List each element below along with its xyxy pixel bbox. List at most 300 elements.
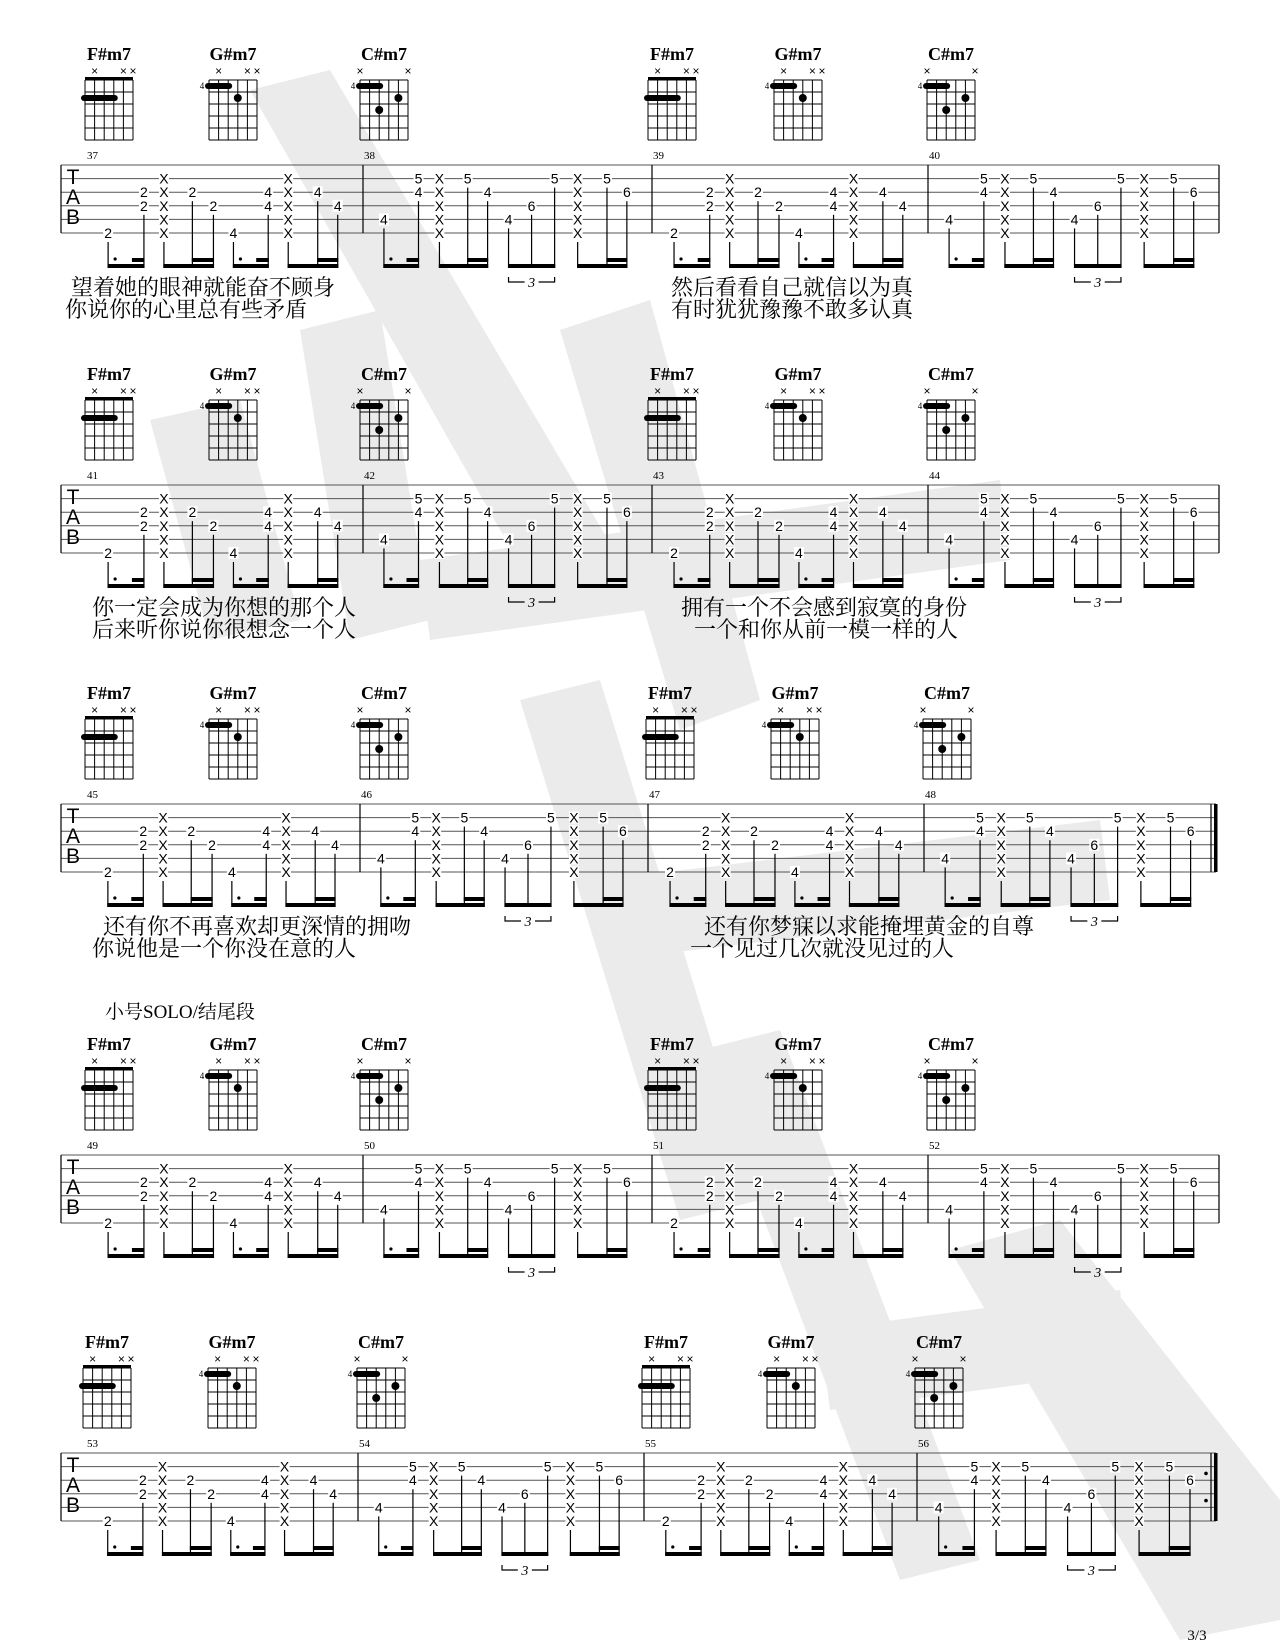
fret-number: X: [158, 823, 168, 840]
fret-number: X: [1139, 545, 1149, 561]
secondary-beam: [192, 578, 214, 582]
fret-number: X: [434, 1201, 445, 1218]
fret-number: 5: [1169, 490, 1178, 507]
measure-number: 45: [87, 789, 98, 801]
fret-number: 5: [543, 1458, 552, 1475]
chord-finger-dot: [957, 733, 965, 741]
chord-finger-dot: [391, 1382, 399, 1390]
fret-number: 5: [550, 490, 559, 507]
secondary-beam: [606, 578, 627, 582]
fret-number: 4: [414, 1174, 423, 1191]
beam: [1004, 584, 1054, 588]
fret-number: X: [848, 211, 859, 228]
fret-number: 4: [313, 1174, 322, 1191]
chord-finger-dot: [234, 414, 242, 422]
muted-string-icon: ×: [923, 64, 931, 78]
triplet-label: 3: [528, 276, 536, 291]
chord-diagram: [918, 364, 979, 460]
fret-number: X: [159, 1215, 169, 1231]
fret-number: X: [720, 850, 731, 867]
fret-number: 2: [754, 184, 762, 201]
muted-string-icon: ×: [356, 703, 364, 717]
fret-number: X: [996, 809, 1006, 826]
fret-number: 2: [666, 864, 674, 880]
secondary-beam: [254, 897, 267, 901]
beam: [162, 1552, 212, 1556]
dot: [795, 1545, 798, 1548]
secondary-beam: [753, 897, 775, 901]
fret-number: 4: [825, 836, 834, 853]
fret-number: X: [1000, 517, 1010, 534]
muted-string-icon: ×: [805, 703, 813, 717]
secondary-beam: [822, 578, 835, 582]
chord-name: C#m7: [361, 364, 407, 384]
beam: [383, 264, 419, 268]
fret-number: X: [724, 1215, 735, 1231]
muted-string-icon: ×: [253, 703, 261, 717]
fret-number: 4: [941, 850, 950, 867]
fret-number: 5: [411, 809, 420, 826]
fret-number: 2: [187, 823, 196, 840]
fret-number: 5: [599, 809, 608, 826]
fret-number: 4: [829, 1174, 838, 1191]
fret-number: X: [848, 1174, 859, 1191]
secondary-beam: [882, 578, 903, 582]
fret-number: 2: [209, 1187, 218, 1204]
fret-number: 2: [775, 1187, 783, 1204]
dot: [113, 1545, 116, 1548]
measure: [653, 150, 908, 268]
beam: [729, 584, 780, 588]
fret-number: X: [565, 1458, 576, 1475]
fret-number: X: [1000, 211, 1010, 228]
fret-number: X: [724, 517, 735, 534]
chord-diagram: [918, 1034, 979, 1130]
fret-number: 6: [1189, 184, 1198, 201]
page-number: 3/3: [1187, 1628, 1207, 1644]
beam: [853, 584, 904, 588]
muted-string-icon: ×: [773, 1352, 781, 1366]
fret-number: X: [724, 490, 735, 507]
fret-number: X: [283, 170, 293, 187]
fret-number: 2: [140, 1187, 148, 1204]
measure-number: 50: [364, 1140, 375, 1152]
fret-number: 4: [264, 517, 273, 534]
muted-string-icon: ×: [253, 1054, 261, 1068]
fret-number: X: [1000, 1215, 1010, 1231]
fret-number: X: [572, 211, 583, 228]
fret-number: 4: [878, 1174, 887, 1191]
fret-number: 4: [1049, 504, 1058, 521]
fret-number: 4: [329, 1485, 338, 1502]
fret-number: 6: [524, 836, 532, 853]
secondary-beam: [606, 1248, 627, 1252]
beam: [108, 584, 145, 588]
fret-number: X: [844, 823, 855, 840]
muted-string-icon: ×: [91, 1054, 99, 1068]
muted-string-icon: ×: [780, 384, 788, 398]
beam: [573, 903, 623, 907]
chord-name: C#m7: [358, 1332, 404, 1352]
secondary-beam: [256, 578, 269, 582]
secondary-beam: [253, 1546, 266, 1550]
triplet-label: 3: [1094, 1266, 1102, 1281]
fret-number: X: [283, 184, 293, 201]
muted-string-icon: ×: [911, 1352, 919, 1366]
fret-number: X: [1139, 184, 1149, 201]
measure: [359, 1438, 624, 1579]
measure-number: 41: [87, 470, 98, 482]
fret-number: X: [724, 1187, 735, 1204]
fret-number: X: [848, 197, 859, 214]
measure-number: 48: [925, 789, 936, 801]
chord-finger-dot: [961, 1084, 969, 1092]
fret-number: X: [724, 170, 735, 187]
beam: [853, 1254, 904, 1258]
beam: [1074, 584, 1122, 588]
tab-clef-letter: T: [66, 166, 80, 189]
beam: [1144, 1254, 1195, 1258]
muted-string-icon: ×: [971, 1054, 979, 1068]
fret-number: X: [281, 864, 291, 880]
measure-number: 44: [929, 470, 940, 482]
fret-number: X: [724, 504, 735, 521]
secondary-beam: [1173, 258, 1194, 262]
fret-number: X: [1139, 490, 1149, 507]
repeat-dot: [1204, 1499, 1208, 1503]
fret-number: X: [158, 850, 168, 867]
secondary-beam: [406, 1248, 419, 1252]
triplet-label: 3: [524, 915, 532, 930]
beam: [843, 1552, 893, 1556]
chord-name: F#m7: [87, 1034, 131, 1054]
chord-name: F#m7: [87, 683, 131, 703]
secondary-beam: [757, 258, 779, 262]
fret-number: 2: [208, 836, 216, 853]
secondary-beam: [1033, 578, 1054, 582]
secondary-beam: [132, 578, 145, 582]
fret-number: X: [572, 184, 583, 201]
secondary-beam: [131, 897, 144, 901]
lyric-line: 你一定会成为你想的那个人: [92, 595, 357, 620]
measure-number: 53: [87, 1438, 98, 1450]
fret-number: 2: [705, 1187, 714, 1204]
fret-number: 4: [331, 836, 339, 853]
muted-string-icon: ×: [401, 1352, 409, 1366]
fret-number: X: [848, 1187, 859, 1204]
secondary-beam: [972, 578, 985, 582]
chord-finger-dot: [234, 1084, 242, 1092]
fret-number: X: [848, 504, 859, 521]
fret-number: 5: [979, 490, 988, 507]
muted-string-icon: ×: [923, 384, 931, 398]
chord-finger-dot: [799, 94, 807, 102]
fret-number: 2: [138, 1472, 147, 1489]
muted-string-icon: ×: [654, 64, 662, 78]
chord-finger-dot: [792, 1382, 800, 1390]
beam: [570, 1552, 620, 1556]
fret-number: 5: [550, 170, 559, 187]
muted-string-icon: ×: [404, 384, 412, 398]
fret-number: X: [996, 864, 1006, 880]
chord-finger-dot: [938, 745, 946, 753]
fret-number: X: [572, 517, 583, 534]
fret-number: 4: [262, 823, 271, 840]
fret-number: 4: [414, 184, 423, 201]
fret-number: X: [431, 836, 441, 853]
fret-number: 4: [898, 1187, 907, 1204]
final-barline-thick: [1214, 804, 1218, 872]
fret-number: 4: [311, 823, 320, 840]
muted-string-icon: ×: [127, 1352, 135, 1366]
triplet-label: 3: [528, 596, 536, 611]
muted-string-icon: ×: [356, 1054, 364, 1068]
fret-number: X: [1136, 823, 1146, 840]
fret-number: X: [565, 1499, 576, 1516]
fret-number: 2: [104, 1215, 113, 1231]
secondary-beam: [748, 1546, 770, 1550]
secondary-beam: [1033, 1248, 1054, 1252]
fret-number: X: [1134, 1485, 1144, 1502]
fret-number: 4: [1070, 211, 1079, 228]
chord-name: G#m7: [209, 44, 257, 64]
fret-number: X: [569, 809, 579, 826]
fret-number: 6: [1087, 1485, 1096, 1502]
fret-number: X: [158, 836, 168, 853]
measure-number: 46: [361, 789, 372, 801]
fret-number: 5: [550, 1160, 559, 1177]
lyric-line: 一个和你从前一模一样的人: [694, 617, 959, 642]
fret-number: 4: [504, 211, 513, 228]
fret-number: X: [848, 184, 859, 201]
fret-number: 5: [1169, 170, 1178, 187]
beam: [383, 584, 419, 588]
muted-string-icon: ×: [215, 64, 223, 78]
fret-number: 4: [979, 504, 988, 521]
beam: [501, 1552, 548, 1556]
secondary-beam: [972, 258, 985, 262]
fret-number: 4: [504, 1201, 513, 1218]
lyric-line: 你说你的心里总有些矛盾: [65, 297, 308, 322]
chord-base-fret: 4: [764, 401, 770, 411]
fret-number: 4: [374, 1499, 383, 1516]
fret-number: 2: [670, 545, 678, 561]
fret-number: X: [848, 545, 859, 561]
fret-number: 2: [744, 1472, 753, 1489]
fret-number: X: [996, 850, 1006, 867]
fret-number: 4: [874, 823, 883, 840]
fret-number: X: [159, 1174, 169, 1191]
fret-number: X: [159, 170, 169, 187]
muted-string-icon: ×: [243, 703, 251, 717]
beam: [383, 1254, 419, 1258]
fret-number: X: [569, 864, 579, 880]
secondary-beam: [698, 578, 711, 582]
fret-number: X: [434, 504, 445, 521]
chord-finger-dot: [394, 1084, 402, 1092]
fret-number: 4: [829, 504, 838, 521]
fret-number: 2: [207, 1485, 216, 1502]
fret-number: 4: [498, 1499, 506, 1516]
chord-diagram: [351, 44, 412, 140]
fret-number: X: [159, 225, 169, 241]
secondary-beam: [401, 1546, 414, 1550]
dot: [954, 577, 957, 580]
chord-diagram: [765, 44, 826, 140]
fret-number: X: [1000, 1201, 1010, 1218]
fret-number: X: [848, 225, 859, 241]
fret-number: 2: [103, 1513, 112, 1529]
fret-number: X: [838, 1458, 848, 1475]
fret-number: X: [434, 545, 445, 561]
fret-number: 2: [705, 504, 714, 521]
fret-number: 2: [697, 1485, 705, 1502]
fret-number: X: [1000, 490, 1010, 507]
chord-diagram: [914, 683, 975, 779]
chord-finger-dot: [375, 106, 383, 114]
beam: [1067, 1552, 1116, 1556]
secondary-beam: [317, 1248, 338, 1252]
muted-string-icon: ×: [818, 1054, 826, 1068]
chord-name: C#m7: [928, 44, 974, 64]
tab-clef-letter: B: [65, 1196, 81, 1219]
fret-number: X: [283, 1160, 293, 1177]
fret-number: X: [431, 823, 441, 840]
lyric-line: 一个见过几次就没见过的人: [690, 936, 955, 961]
fret-number: 4: [868, 1472, 877, 1489]
fret-number: X: [724, 1174, 735, 1191]
fret-number: 5: [603, 1160, 611, 1177]
muted-string-icon: ×: [780, 1054, 788, 1068]
fret-number: 4: [229, 545, 238, 561]
measure-number: 42: [364, 470, 375, 482]
chord-base-fret: 4: [199, 401, 205, 411]
fret-number: X: [996, 823, 1006, 840]
beam: [378, 1552, 413, 1556]
fret-number: 2: [138, 1485, 147, 1502]
fret-number: 4: [979, 184, 988, 201]
fret-number: 4: [261, 1485, 269, 1502]
secondary-beam: [599, 1546, 620, 1550]
beam: [798, 264, 834, 268]
secondary-beam: [190, 1546, 212, 1550]
fret-number: X: [159, 184, 169, 201]
chord-diagram: [762, 683, 823, 779]
fret-number: 5: [414, 1160, 423, 1177]
beam: [284, 1552, 334, 1556]
triplet-label: 3: [1090, 915, 1098, 930]
fret-number: X: [572, 1187, 583, 1204]
fret-number: X: [1134, 1472, 1144, 1489]
fret-number: X: [279, 1499, 290, 1516]
secondary-beam: [882, 258, 903, 262]
fret-number: 5: [414, 490, 423, 507]
muted-string-icon: ×: [404, 703, 412, 717]
fret-number: 4: [1042, 1472, 1050, 1489]
beam: [508, 1254, 555, 1258]
fret-number: 6: [1189, 504, 1198, 521]
fret-number: X: [1000, 531, 1010, 548]
fret-number: X: [283, 517, 293, 534]
chord-finger-dot: [233, 1382, 241, 1390]
beam: [720, 1552, 770, 1556]
fret-number: 5: [1029, 1160, 1038, 1177]
fret-number: 4: [261, 1472, 269, 1489]
measure: [929, 150, 1199, 291]
fret-number: X: [159, 490, 169, 507]
muted-string-icon: ×: [253, 384, 261, 398]
fret-number: 6: [527, 197, 536, 214]
chord-name: F#m7: [650, 1034, 694, 1054]
muted-string-icon: ×: [682, 64, 690, 78]
fret-number: 2: [670, 225, 678, 241]
fret-number: 6: [1090, 836, 1099, 853]
chord-name: F#m7: [87, 364, 131, 384]
fret-number: X: [838, 1499, 848, 1516]
secondary-beam: [882, 1248, 903, 1252]
beam: [1140, 903, 1191, 907]
fret-number: 5: [1113, 809, 1122, 826]
dot: [954, 257, 957, 260]
fret-number: 4: [878, 504, 887, 521]
fret-number: X: [283, 1201, 293, 1218]
chord-finger-dot: [394, 414, 402, 422]
fret-number: X: [283, 1174, 293, 1191]
fret-number: 6: [1186, 823, 1195, 840]
fret-number: 6: [527, 1187, 536, 1204]
fret-number: 5: [463, 1160, 472, 1177]
lyric-line: 你说他是一个你没在意的人: [92, 936, 357, 961]
tab-clef-letter: A: [65, 1176, 81, 1199]
secondary-beam: [467, 1248, 488, 1252]
muted-string-icon: ×: [690, 703, 698, 717]
muted-string-icon: ×: [654, 1054, 662, 1068]
fret-number: X: [159, 504, 169, 521]
secondary-beam: [698, 258, 711, 262]
fret-number: 2: [188, 1174, 197, 1191]
fret-number: X: [838, 1513, 848, 1529]
fret-number: X: [1000, 1160, 1010, 1177]
fret-number: 2: [209, 197, 218, 214]
fret-number: 5: [457, 1458, 466, 1475]
secondary-beam: [192, 258, 214, 262]
fret-number: 4: [795, 225, 803, 241]
fret-number: X: [281, 823, 291, 840]
fret-number: 5: [1166, 809, 1175, 826]
fret-number: 2: [775, 517, 783, 534]
beam: [288, 584, 339, 588]
secondary-beam: [461, 1546, 482, 1550]
fret-number: X: [720, 864, 731, 880]
beam: [231, 903, 267, 907]
fret-number: X: [572, 1160, 583, 1177]
fret-number: 5: [603, 490, 611, 507]
secondary-beam: [962, 1546, 975, 1550]
fret-number: 6: [1093, 517, 1102, 534]
system: [61, 44, 1219, 322]
dot: [389, 1247, 392, 1250]
fret-number: 4: [1063, 1499, 1072, 1516]
fret-number: X: [159, 531, 169, 548]
fret-number: 5: [1117, 490, 1125, 507]
fret-number: X: [565, 1485, 576, 1502]
fret-number: X: [1000, 225, 1010, 241]
fret-number: 4: [819, 1472, 828, 1489]
fret-number: 4: [483, 504, 492, 521]
fret-number: X: [428, 1472, 439, 1489]
fret-number: 4: [333, 1187, 342, 1204]
chord-base-fret: 4: [347, 1369, 353, 1379]
